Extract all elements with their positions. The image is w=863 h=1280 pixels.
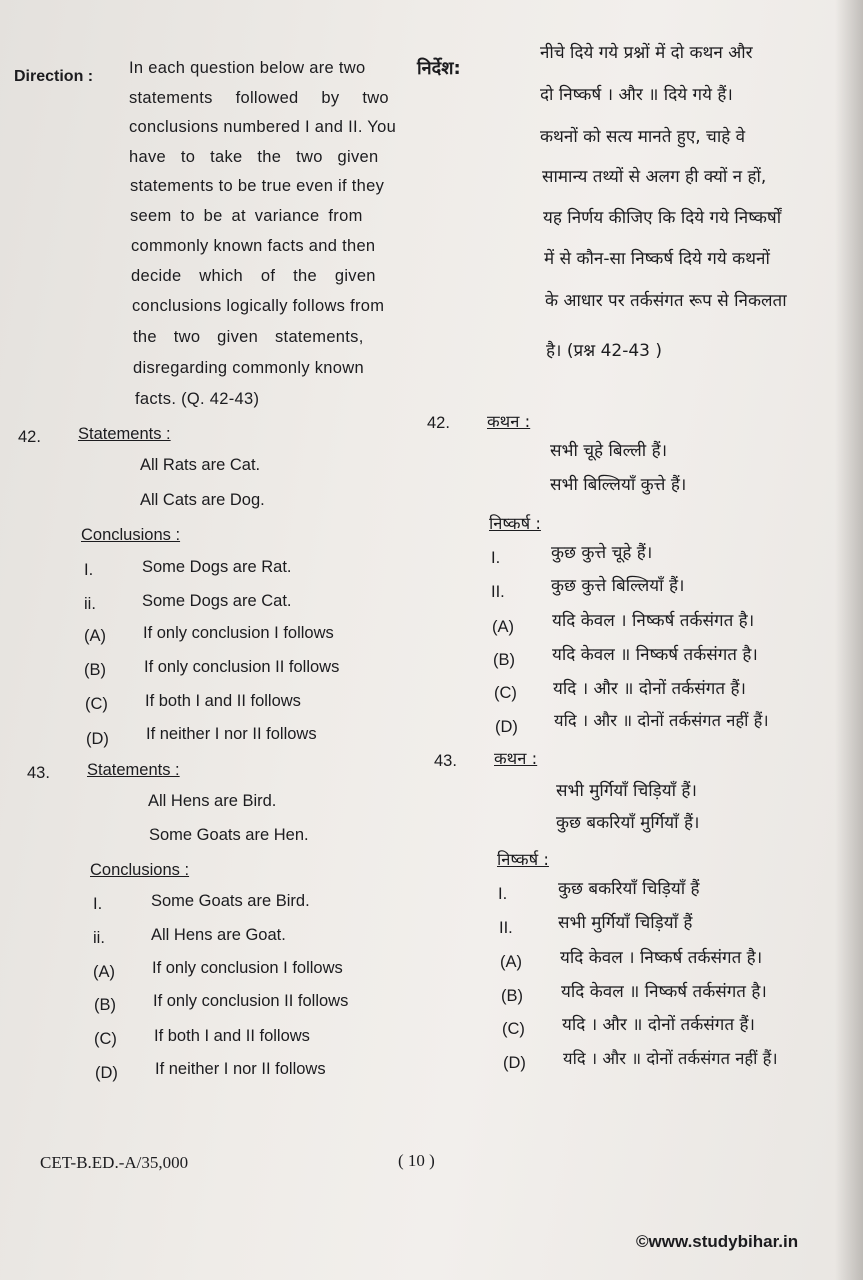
conclusion-1-num: I. — [491, 549, 501, 567]
hindi-statements-label-text: कथन : — [487, 412, 531, 431]
conclusion-2-num: II. — [491, 583, 505, 601]
hindi-conclusion-1: कुछ बकरियाँ चिड़ियाँ हैं — [558, 879, 700, 899]
hindi-statement-2: सभी बिल्लियाँ कुत्ते हैं। — [550, 475, 687, 495]
option-d-text: If neither I nor II follows — [155, 1060, 326, 1078]
hindi-option-a: यदि केवल । निष्कर्ष तर्कसंगत है। — [560, 948, 763, 968]
conclusion-2-num: II. — [499, 919, 513, 937]
hindi-direction-line: कथनों को सत्य मानते हुए, चाहे वे — [540, 127, 746, 147]
conclusion-2-text: All Hens are Goat. — [151, 926, 286, 944]
hindi-direction-line: नीचे दिये गये प्रश्नों में दो कथन और — [540, 43, 753, 63]
hindi-option-c: यदि । और ॥ दोनों तर्कसंगत हैं। — [553, 679, 746, 699]
statement-2: All Cats are Dog. — [140, 491, 265, 509]
direction-line: statements followed by two — [129, 89, 389, 107]
option-a-key: (A) — [84, 627, 106, 645]
hindi-option-c: यदि । और ॥ दोनों तर्कसंगत हैं। — [562, 1015, 755, 1035]
conclusions-label: Conclusions : — [90, 861, 190, 879]
option-b-key: (B) — [94, 996, 116, 1014]
hindi-statements-label — [494, 746, 537, 769]
conclusion-2-num: ii. — [93, 929, 105, 947]
hindi-conclusions-label: निष्कर्ष : — [497, 850, 549, 869]
hindi-conclusion-1: कुछ कुत्ते चूहे हैं। — [551, 543, 653, 563]
conclusion-1-text: Some Dogs are Rat. — [142, 558, 292, 576]
hindi-option-d: यदि । और ॥ दोनों तर्कसंगत नहीं हैं। — [554, 711, 769, 730]
hindi-option-b: यदि केवल ॥ निष्कर्ष तर्कसंगत है। — [552, 645, 758, 665]
option-b-key: (B) — [501, 987, 523, 1005]
exam-code: CET-B.ED.-A/35,000 — [40, 1153, 189, 1172]
hindi-direction-line: के आधार पर तर्कसंगत रूप से निकलता — [545, 291, 787, 311]
conclusion-1-num: I. — [93, 895, 103, 913]
option-c-key: (C) — [494, 684, 517, 702]
hindi-statements-label-text: कथन : — [494, 749, 538, 768]
hindi-direction-label: निर्देश: — [417, 58, 461, 79]
page-number: ( 10 ) — [398, 1151, 435, 1170]
hindi-direction-line: है। (प्रश्न 42-43 ) — [546, 341, 663, 361]
option-b-text: If only conclusion II follows — [153, 992, 349, 1010]
direction-line: disregarding commonly known — [133, 359, 364, 377]
direction-line: have to take the two given — [129, 148, 379, 166]
statement-2: Some Goats are Hen. — [149, 826, 309, 844]
option-b-key: (B) — [493, 651, 515, 669]
option-a-text: If only conclusion I follows — [152, 959, 343, 977]
conclusion-1-num: I. — [498, 885, 508, 903]
question-number: 43. — [27, 764, 50, 782]
option-d-key: (D) — [86, 730, 109, 748]
conclusions-label: Conclusions : — [81, 526, 181, 544]
option-a-key: (A) — [93, 963, 115, 981]
option-b-text: If only conclusion II follows — [144, 658, 340, 676]
option-d-key: (D) — [95, 1064, 118, 1082]
hindi-statement-1: सभी मुर्गियाँ चिड़ियाँ हैं। — [556, 781, 697, 801]
statements-label: Statements : — [78, 425, 171, 443]
hindi-option-b: यदि केवल ॥ निष्कर्ष तर्कसंगत है। — [561, 982, 767, 1002]
hindi-statements-label — [487, 409, 530, 432]
conclusion-1-num: I. — [84, 561, 94, 579]
direction-line: decide which of the given — [131, 267, 376, 285]
hindi-conclusion-2: सभी मुर्गियाँ चिड़ियाँ हैं — [558, 913, 693, 933]
direction-line: facts. (Q. 42-43) — [135, 390, 260, 408]
direction-line: statements to be true even if they — [130, 177, 385, 195]
watermark: ©www.studybihar.in — [636, 1232, 799, 1251]
page-edge-shadow — [835, 0, 863, 1280]
question-number: 42. — [18, 428, 41, 446]
direction-line: seem to be at variance from — [130, 207, 363, 225]
conclusion-1-text: Some Goats are Bird. — [151, 892, 310, 910]
option-d-text: If neither I nor II follows — [146, 725, 317, 743]
option-d-key: (D) — [495, 718, 518, 736]
option-a-key: (A) — [500, 953, 522, 971]
conclusion-2-num: ii. — [84, 595, 96, 613]
option-a-key: (A) — [492, 618, 514, 636]
hindi-direction-line: यह निर्णय कीजिए कि दिये गये निष्कर्षों — [543, 208, 782, 228]
hindi-direction-line: दो निष्कर्ष । और ॥ दिये गये हैं। — [540, 85, 733, 105]
hindi-conclusions-label: निष्कर्ष : — [489, 514, 541, 533]
hindi-statement-1: सभी चूहे बिल्ली हैं। — [550, 441, 668, 461]
direction-line: conclusions numbered I and II. You — [129, 118, 397, 136]
option-d-key: (D) — [503, 1054, 526, 1072]
question-number: 42. — [427, 414, 450, 432]
direction-line: commonly known facts and then — [131, 237, 376, 255]
direction-line: conclusions logically follows from — [132, 297, 385, 315]
statement-1: All Rats are Cat. — [140, 456, 261, 474]
option-a-text: If only conclusion I follows — [143, 624, 334, 642]
question-number: 43. — [434, 752, 457, 770]
hindi-option-d: यदि । और ॥ दोनों तर्कसंगत नहीं हैं। — [563, 1049, 778, 1068]
statement-1: All Hens are Bird. — [148, 792, 277, 810]
option-c-key: (C) — [94, 1030, 117, 1048]
statements-label: Statements : — [87, 761, 180, 779]
hindi-option-a: यदि केवल । निष्कर्ष तर्कसंगत है। — [552, 611, 755, 631]
direction-line: the two given statements, — [133, 328, 364, 346]
hindi-direction-line: में से कौन-सा निष्कर्ष दिये गये कथनों — [544, 249, 770, 269]
option-c-text: If both I and II follows — [154, 1027, 310, 1045]
conclusion-2-text: Some Dogs are Cat. — [142, 592, 292, 610]
option-c-key: (C) — [502, 1020, 525, 1038]
hindi-direction-line: सामान्य तथ्यों से अलग ही क्यों न हों, — [542, 167, 767, 187]
direction-label: Direction : — [14, 68, 94, 85]
option-b-key: (B) — [84, 661, 106, 679]
hindi-statement-2: कुछ बकरियाँ मुर्गियाँ हैं। — [556, 813, 700, 833]
option-c-text: If both I and II follows — [145, 692, 301, 710]
direction-line: In each question below are two — [129, 59, 366, 77]
option-c-key: (C) — [85, 695, 108, 713]
hindi-conclusion-2: कुछ कुत्ते बिल्लियाँ हैं। — [551, 576, 685, 596]
